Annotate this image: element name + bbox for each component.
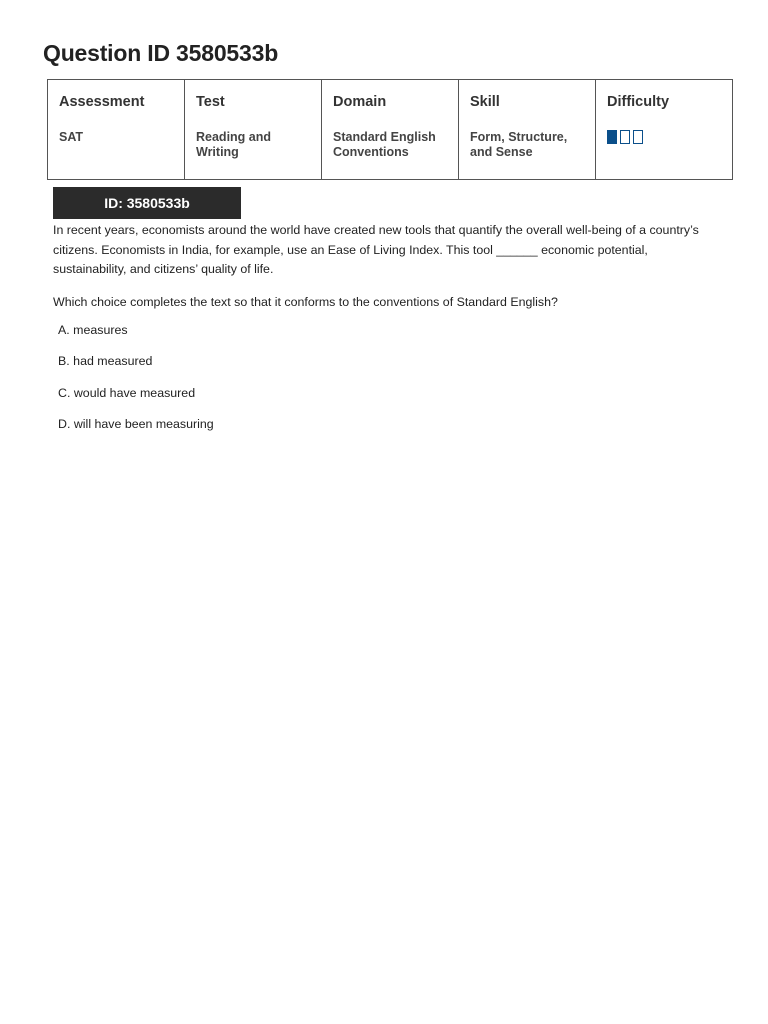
meta-cell-test xyxy=(185,80,322,180)
answer-choice-b xyxy=(58,352,152,371)
meta-header-difficulty: Difficulty xyxy=(607,94,670,110)
page-title: Question ID 3580533b xyxy=(43,40,279,66)
difficulty-box-empty xyxy=(620,130,630,144)
choice-letter: A. xyxy=(58,323,70,337)
answer-choice-d xyxy=(58,415,214,434)
meta-cell-skill xyxy=(459,80,596,180)
meta-cell-difficulty xyxy=(596,80,733,180)
meta-value-domain: Standard English Conventions xyxy=(333,130,436,159)
choice-text: measures xyxy=(73,323,128,337)
choice-letter: C. xyxy=(58,386,71,400)
difficulty-box-empty xyxy=(633,130,643,144)
meta-header-assessment: Assessment xyxy=(59,94,145,110)
meta-value-test: Reading and Writing xyxy=(196,130,272,159)
choice-letter: B. xyxy=(58,354,70,368)
choice-text: had measured xyxy=(73,354,153,368)
question-id-banner: ID: 3580533b xyxy=(53,187,241,219)
difficulty-box-filled xyxy=(607,130,617,144)
answer-choice-c xyxy=(58,384,195,403)
meta-value-assessment: SAT xyxy=(59,130,84,144)
question-prompt: Which choice completes the text so that it conforms to the conventions of Standard English? xyxy=(53,295,558,309)
choice-text: would have measured xyxy=(73,386,196,400)
meta-header-test: Test xyxy=(196,94,225,110)
meta-header-skill: Skill xyxy=(470,94,500,110)
meta-cell-domain xyxy=(322,80,459,180)
meta-header-domain: Domain xyxy=(333,94,387,110)
answer-choice-a xyxy=(58,321,128,340)
choice-text: will have been measuring xyxy=(73,417,214,431)
difficulty-indicator xyxy=(607,130,721,144)
meta-value-skill: Form, Structure, and Sense xyxy=(470,130,568,159)
meta-cell-assessment xyxy=(48,80,185,180)
question-meta-table xyxy=(47,79,733,180)
passage-text: In recent years, economists around the world have created new tools that quantify the overall well-being of a country’s citizens. Economists in India, for example, use an Ease of Living Index. This tool ______ economic potential, sustainability, and citizens’ quality of life. xyxy=(53,223,699,276)
choice-letter: D. xyxy=(58,417,71,431)
